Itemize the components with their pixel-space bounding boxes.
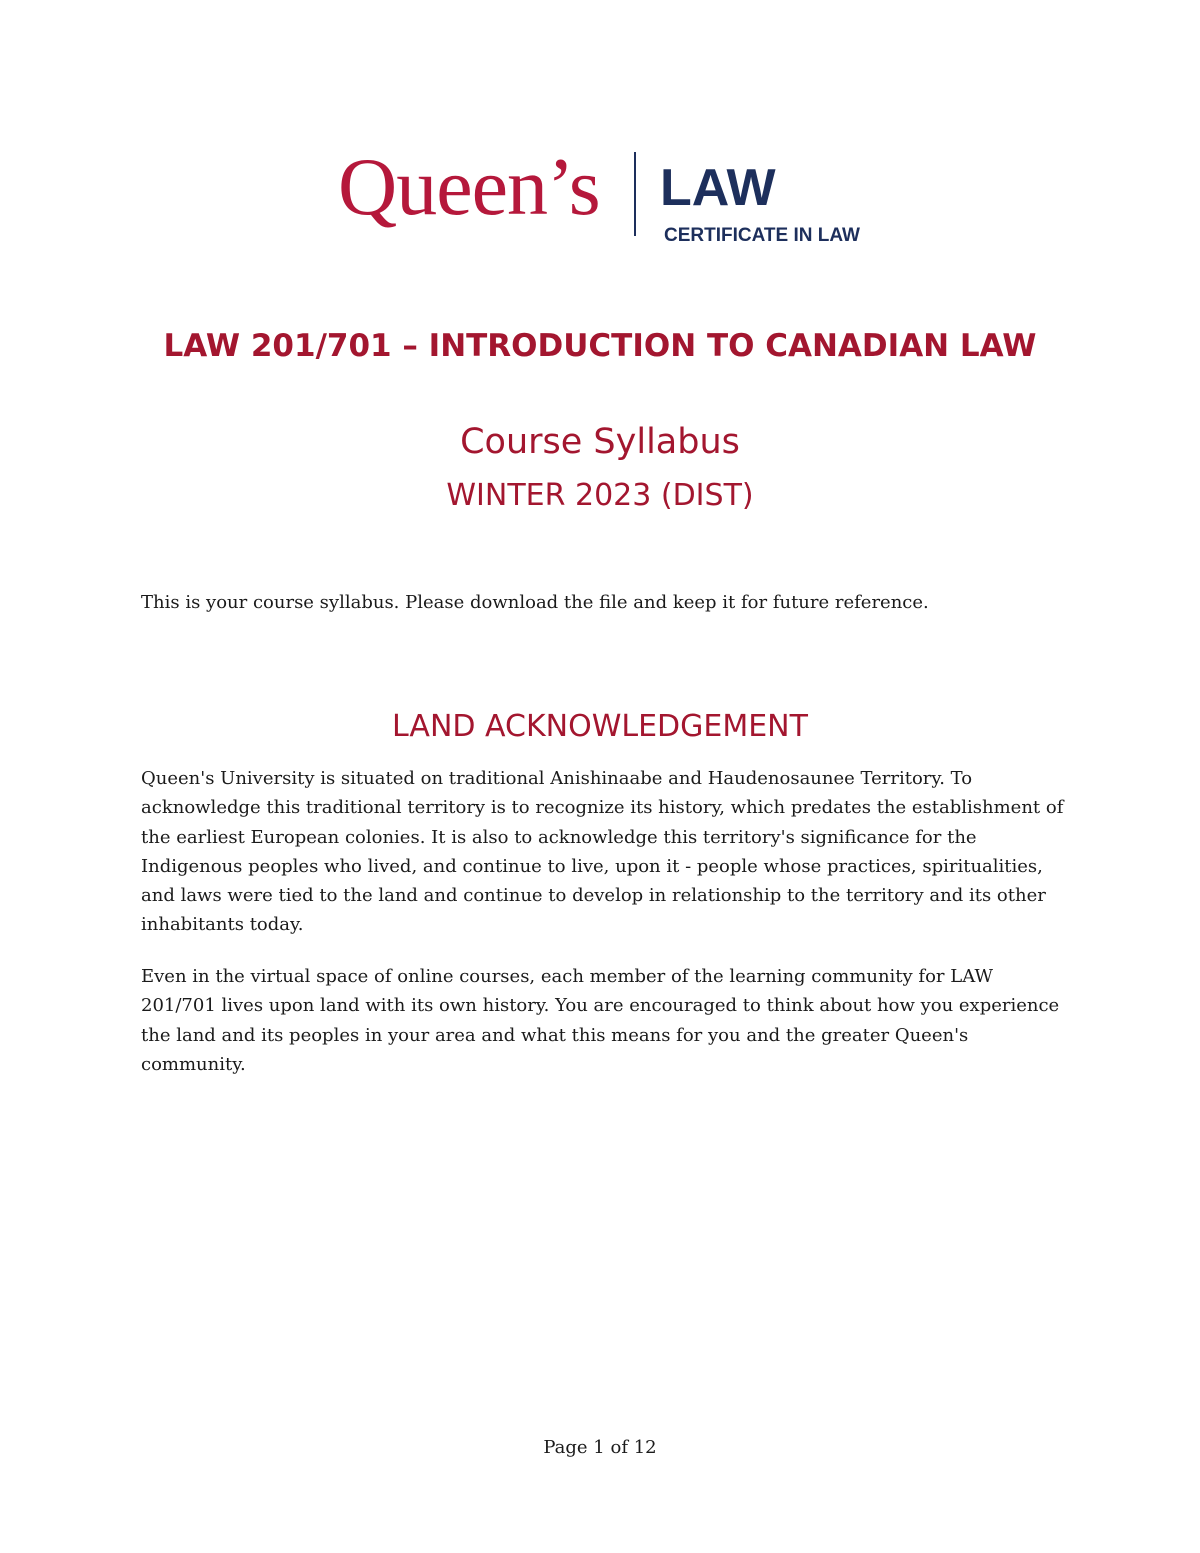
logo-subtitle: CERTIFICATE IN LAW [664, 225, 860, 246]
section-heading: LAND ACKNOWLEDGEMENT [392, 709, 808, 744]
virtual-space-paragraph: Even in the virtual space of online courses, each member of the learning community for LAW 201/701 lives upon land with its own history. You are encouraged to think about how you experience the land and its peoples in your area and what this means for you and the greater Queen's community. [141, 966, 1060, 1075]
logo-divider [634, 152, 636, 236]
page-number: Page 1 of 12 [543, 1437, 657, 1458]
land-acknowledgement-paragraph: Queen's University is situated on traditional Anishinaabe and Haudenosaunee Territory. To acknowledge this traditional territory is to recognize its history, which predates the establishment of the earliest European colonies. It is also to acknowledge this territory's significance for the Indigenous peoples who lived, and continue to live, upon it - people whose practices, spiritualities, and laws were tied to the land and continue to develop in relationship to the territory and its other inhabitants today. [141, 768, 1064, 936]
logo-law-text: LAW [660, 159, 776, 217]
logo-wordmark: Queen’s [338, 141, 600, 232]
term-label: WINTER 2023 (DIST) [446, 478, 754, 513]
course-title: LAW 201/701 – INTRODUCTION TO CANADIAN LAW [163, 328, 1037, 364]
queens-law-logo [0, 140, 1200, 250]
intro-text: This is your course syllabus. Please download the file and keep it for future reference. [141, 592, 929, 613]
syllabus-subtitle: Course Syllabus [460, 422, 740, 462]
